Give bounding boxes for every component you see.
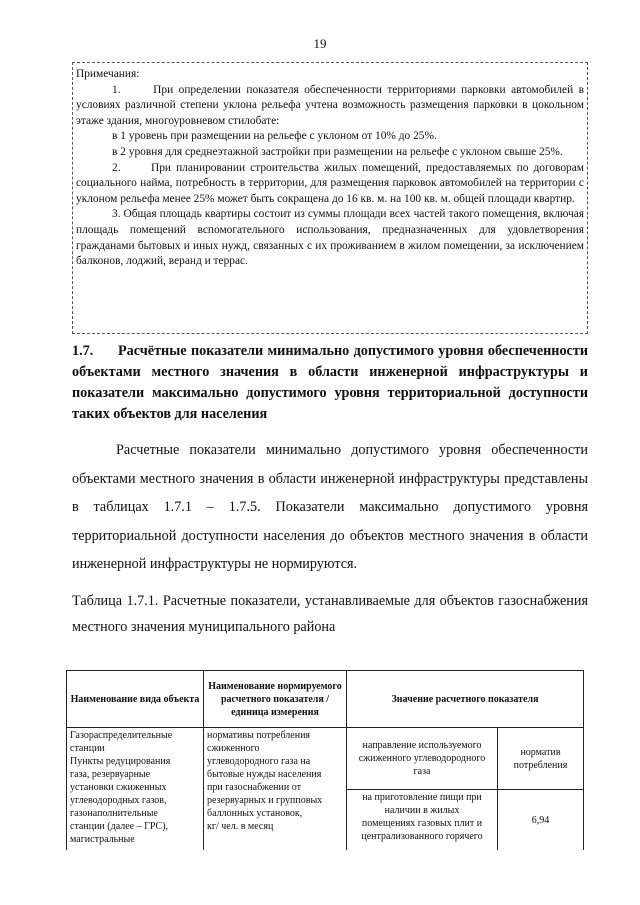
indicator-name-line: кг/ чел. в месяц bbox=[207, 821, 274, 832]
object-type-line: станции bbox=[70, 743, 105, 754]
section-heading bbox=[72, 341, 588, 425]
cooking-row-line: помещениях газовых плит и bbox=[361, 818, 483, 829]
body-paragraph: Расчетные показатели минимально допустимого уровня обеспеченности объектами местного значения в области инженерной инфраструктуры представлены в таблицах 1.7.1 – 1.7.5. Показатели максимально допустимого уровня территориальной доступности населения до объектов местного значения в области инженерной инфраструктуры не нормируются. bbox=[72, 442, 588, 572]
note-3: 3. Общая площадь квартиры состоит из суммы площади всех частей такого помещения, включая площадь помещений вспомогательного использования, предназначенных для удовлетворения гражданами бытовых и иных нужд, связанных с их проживанием в жилом помещении, за исключением балконов, лоджий, веранд и террас. bbox=[76, 208, 584, 268]
object-type-line: углеводородных газов, bbox=[70, 795, 167, 806]
cell-gas-direction: направление используемого сжиженного углеводородного газа bbox=[346, 727, 498, 790]
object-type-line: газонаполнительные bbox=[70, 808, 158, 819]
object-type-line: станции (далее – ГРС), bbox=[70, 821, 169, 832]
indicator-name-line: баллонных установок, bbox=[207, 808, 303, 819]
cell-indicator-name bbox=[203, 727, 347, 850]
table-1-7-1 bbox=[66, 670, 584, 850]
object-type-line: Пункты редуцирования bbox=[70, 756, 171, 767]
cell-cooking-row bbox=[346, 789, 498, 850]
indicator-name-line: углеводородного газа на bbox=[207, 756, 311, 767]
page-number: 19 bbox=[313, 36, 327, 51]
indicator-name-line: при газоснабжении от bbox=[207, 782, 301, 793]
note-1: 1. При определении показателя обеспеченности территориями парковки автомобилей в условиях различной степени уклона рельефа учтена возможность размещения парковки в цокольном этаже здания, многоуровневом стилобате: bbox=[76, 83, 584, 127]
indicator-name-line: резервуарных и групповых bbox=[207, 795, 323, 806]
notes-box bbox=[72, 62, 588, 334]
cell-cooking-value: 6,94 bbox=[497, 789, 584, 850]
indicator-name-line: нормативы потребления bbox=[207, 730, 311, 741]
object-type-line: установки сжиженных bbox=[70, 782, 167, 793]
indicator-name-line: сжиженного bbox=[207, 743, 260, 754]
section-title: Расчётные показатели минимально допустимого уровня обеспеченности объектами местного значения в области инженерной инфраструктуры и показатели максимально допустимого уровня территориальной доступности таких объектов для населения bbox=[72, 343, 588, 422]
object-type-line: магистральные bbox=[70, 834, 135, 845]
note-1a: в 1 уровень при размещении на рельефе с уклоном от 10% до 25%. bbox=[112, 130, 437, 143]
table-caption: Таблица 1.7.1. Расчетные показатели, устанавливаемые для объектов газоснабжения местного значения муниципального района bbox=[72, 593, 588, 635]
indicator-name-line: бытовые нужды населения bbox=[207, 769, 322, 780]
section-number: 1.7. bbox=[72, 343, 94, 359]
header-object-type: Наименование вида объекта bbox=[66, 670, 204, 728]
cooking-row-line: централизованного горячего bbox=[361, 831, 483, 842]
header-indicator-value: Значение расчетного показателя bbox=[346, 670, 584, 728]
cooking-row-line: на приготовление пищи при bbox=[362, 792, 482, 803]
cell-object-type bbox=[66, 727, 204, 850]
object-type-line: газа, резервуарные bbox=[70, 769, 151, 780]
header-indicator-name: Наименование нормируемого расчетного показателя / единица измерения bbox=[203, 670, 347, 728]
object-type-line: Газораспределительные bbox=[70, 730, 173, 741]
notes-heading: Примечания: bbox=[76, 68, 140, 80]
cell-norm-header: норматив потребления bbox=[497, 727, 584, 790]
cooking-row-line: наличии в жилых bbox=[384, 805, 460, 816]
note-2: 2. При планировании строительства жилых помещений, предоставляемых по договорам социального найма, потребность в территории, для размещения парковок автомобилей на территории с уклоном рельефа менее 25% может быть сокращена до 16 кв. м. на 100 кв. м. общей площади квартир. bbox=[76, 161, 584, 205]
note-1b: в 2 уровня для среднеэтажной застройки при размещении на рельефе с уклоном свыше 25%. bbox=[112, 145, 563, 158]
